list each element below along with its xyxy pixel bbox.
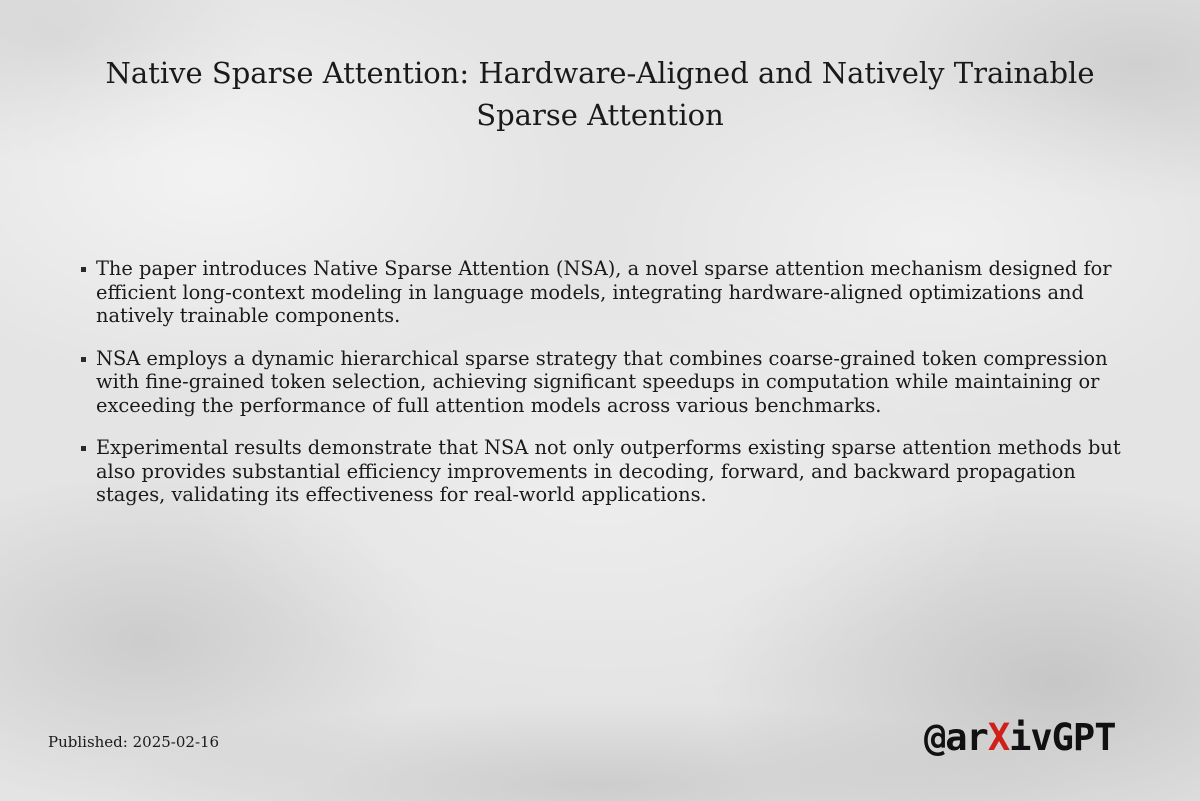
summary-bullet (74, 436, 1134, 507)
square-bullet-icon (81, 267, 86, 272)
published-date: Published: 2025-02-16 (48, 733, 220, 751)
square-bullet-icon (81, 446, 86, 451)
summary-bullet-text: Experimental results demonstrate that NSA not only outperforms existing sparse attention methods but also provides substantial efficiency improvements in decoding, forward, and backward propagation stages, validating its effectiveness for real-world applications. (96, 436, 1121, 506)
brand-handle (924, 716, 1116, 759)
summary-bullet (74, 347, 1134, 418)
brand-highlight-letter: X (987, 716, 1010, 759)
paper-title: Native Sparse Attention: Hardware-Aligned and Natively Trainable Sparse Attention (105, 56, 1095, 132)
summary-list (74, 257, 1134, 526)
summary-bullet-text: The paper introduces Native Sparse Attention (NSA), a novel sparse attention mechanism designed for efficient long-context modeling in language models, integrating hardware-aligned optimizations and natively trainable components. (96, 257, 1112, 327)
summary-bullet (74, 257, 1134, 328)
summary-bullet-text: NSA employs a dynamic hierarchical sparse strategy that combines coarse-grained token compression with fine-grained token selection, achieving significant speedups in computation while maintaining or exceeding the performance of full attention models across various benchmarks. (96, 346, 1108, 417)
square-bullet-icon (81, 357, 86, 362)
brand-suffix: ivGPT (1009, 716, 1116, 759)
brand-prefix: @ar (924, 716, 988, 759)
